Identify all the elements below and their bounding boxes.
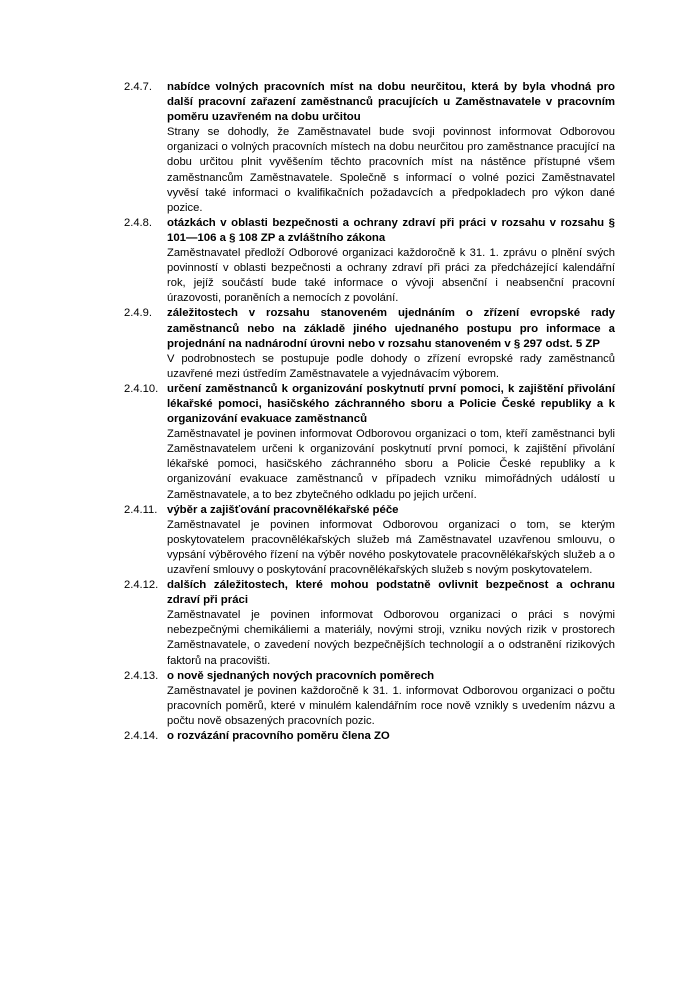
section-content bbox=[167, 306, 615, 381]
section-2-4-9 bbox=[124, 306, 615, 381]
section-title: určení zaměstnanců k organizování poskytnutí první pomoci, k zajištění přivolání lékařské pomoci, hasičského záchranného sboru a Policie České republiky a k organizování evakuace zaměstnanců bbox=[167, 382, 615, 426]
section-number: 2.4.8. bbox=[124, 216, 152, 229]
section-body: Zaměstnavatel je povinen informovat Odborovou organizaci o práci s novými nebezpečnými chemikáliemi a materiály, novými stroji, vzniku nových rizik v prostorech Zaměstnavatele, o zavedení nových bezpečnějších technologií a o odstranění rizikových faktorů na pracovišti. bbox=[167, 609, 615, 667]
section-content bbox=[167, 382, 615, 503]
section-number: 2.4.14. bbox=[124, 730, 159, 743]
section-content bbox=[167, 216, 615, 307]
section-2-4-13 bbox=[124, 669, 615, 729]
section-title: o nově sjednaných nových pracovních poměrech bbox=[167, 669, 435, 682]
section-body: Zaměstnavatel je povinen každoročně k 31. 1. informovat Odborovou organizaci o počtu pracovních poměrů, které v minulém kalendářním roce nově vznikly s uvedením názvu a počtu nově obsazených pracovních pozic. bbox=[167, 684, 615, 727]
section-body: V podrobnostech se postupuje podle dohody o zřízení evropské rady zaměstnanců uzavřené mezi ústředím Zaměstnavatele a vyjednávacím výborem. bbox=[167, 352, 615, 380]
section-content bbox=[167, 80, 615, 216]
section-title: dalších záležitostech, které mohou podstatně ovlivnit bezpečnost a ochranu zdraví při práci bbox=[167, 579, 615, 607]
section-number: 2.4.10. bbox=[124, 382, 159, 395]
section-title: výběr a zajišťování pracovnělékařské péče bbox=[167, 503, 399, 516]
section-content bbox=[167, 503, 615, 578]
section-number: 2.4.12. bbox=[124, 579, 159, 592]
section-body: Zaměstnavatel je povinen informovat Odborovou organizaci o tom, kteří zaměstnanci byli Zaměstnavatelem určeni k organizování poskytnutí první pomoci, k zajištění přivolání lékařské pomoci, hasičského záchranného sboru a Policie České republiky a k organizování evakuace zaměstnanců v případech vzniku mimořádných událostí u Zaměstnavatele, a to bez zbytečného odkladu po jejich určení. bbox=[167, 428, 615, 501]
section-body: Zaměstnavatel předloží Odborové organizaci každoročně k 31. 1. zprávu o plnění svých povinností v oblasti bezpečnosti a ochrany zdraví při práci za předcházející kalendářní rok, jejíž součástí bude také informace o vývoji absenční i neabsenční pracovní úrazovosti, poraněních a nemocích z povolání. bbox=[167, 247, 615, 305]
section-2-4-14 bbox=[124, 729, 615, 744]
section-title: nabídce volných pracovních míst na dobu neurčitou, která by byla vhodná pro další pracovní zařazení zaměstnanců pracujících u Zaměstnavatele v pracovním poměru uzavřeném na dobu určitou bbox=[167, 81, 615, 124]
section-title: otázkách v oblasti bezpečnosti a ochrany zdraví při práci v rozsahu v rozsahu § 101—106 a § 108 ZP a zvláštního zákona bbox=[167, 216, 615, 244]
section-content bbox=[167, 669, 615, 729]
section-title: záležitostech v rozsahu stanoveném ujednáním o zřízení evropské rady zaměstnanců nebo na základě jiného ujednaného postupu pro informace a projednání na nadnárodní úrovni nebo v rozsahu stanoveném v § 297 odst. 5 ZP bbox=[167, 307, 615, 350]
section-content bbox=[167, 578, 615, 669]
section-number: 2.4.7. bbox=[124, 81, 152, 93]
section-number: 2.4.13. bbox=[124, 669, 159, 682]
section-number: 2.4.9. bbox=[124, 307, 152, 320]
section-body: Zaměstnavatel je povinen informovat Odborovou organizaci o tom, se kterým poskytovatelem pracovnělékařských služeb má Zaměstnavatel uzavřenou smlouvu, o vypsání výběrového řízení na výběr nového poskytovatele pracovnělékařských služeb a o uzavření smlouvy o poskytování pracovnělékařských služeb s novým poskytovatelem. bbox=[167, 518, 615, 576]
section-2-4-8 bbox=[124, 216, 615, 307]
section-2-4-7 bbox=[124, 80, 615, 216]
section-2-4-12 bbox=[124, 578, 615, 669]
section-title: o rozvázání pracovního poměru člena ZO bbox=[167, 730, 390, 743]
section-2-4-11 bbox=[124, 503, 615, 578]
section-content bbox=[167, 729, 615, 744]
section-body: Strany se dohodly, že Zaměstnavatel bude svoji povinnost informovat Odborovou organizaci o volných pracovních místech na dobu neurčitou pro zaměstnance pracující na dobu určitou plnit vyvěšením těchto pracovních míst na nástěnce přístupné všem zaměstnancům Zaměstnavatele. Společně s informací o volné pozici Zaměstnavatel vyvěsí také informaci o kvalifikačních požadavcích a předpokladech pro výkon dané pozice. bbox=[167, 126, 615, 214]
section-number: 2.4.11. bbox=[124, 503, 158, 516]
section-2-4-10 bbox=[124, 382, 615, 503]
